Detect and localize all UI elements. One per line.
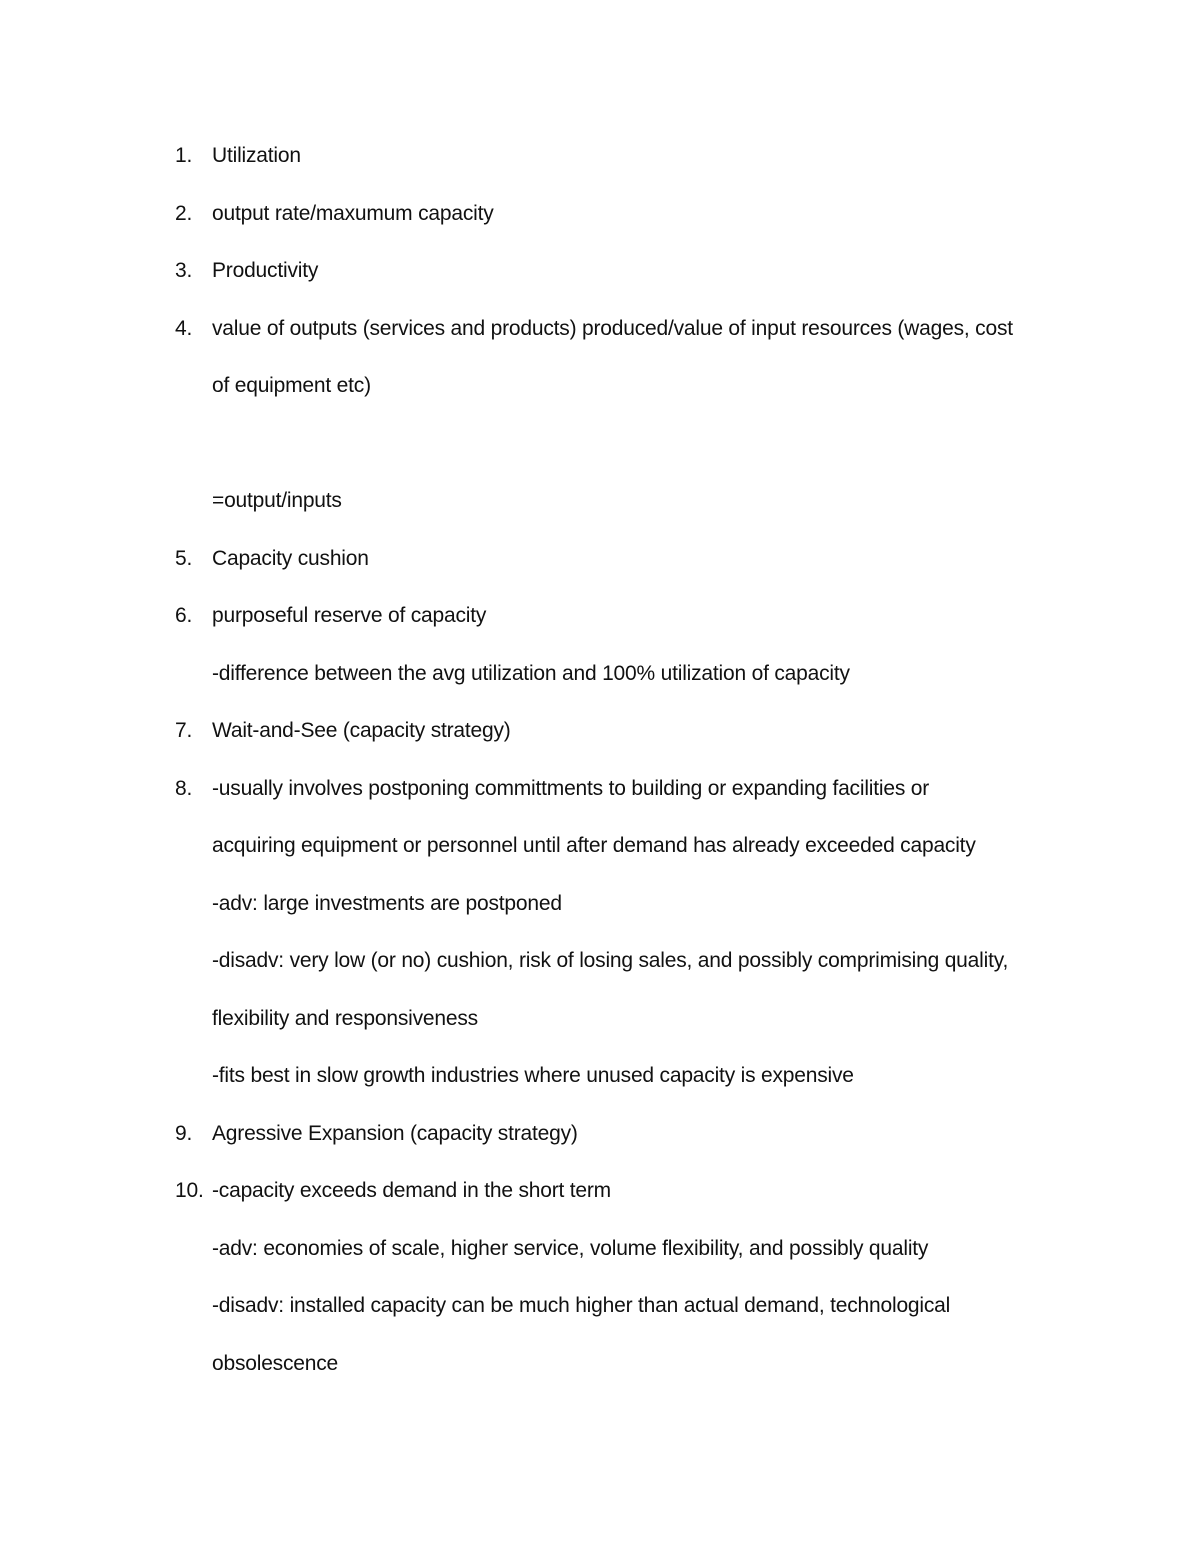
item-number: 9. [175,1122,193,1145]
item-number: 10. [175,1179,204,1202]
item-text: of equipment etc) [212,374,371,397]
item-text: Capacity cushion [212,547,369,570]
item-text: =output/inputs [212,489,342,512]
item-number: 7. [175,719,193,742]
item-number: 5. [175,547,193,570]
item-number: 1. [175,144,193,167]
item-text: obsolescence [212,1352,339,1375]
item-text: -disadv: very low (or no) cushion, risk of losing sales, and possibly comprimising quality, [212,949,1009,972]
item-number: 2. [175,202,193,225]
item-text: Utilization [212,144,301,167]
item-number: 3. [175,259,193,282]
item-text: Agressive Expansion (capacity strategy) [212,1122,578,1145]
item-text: -adv: large investments are postponed [212,892,562,915]
item-text: flexibility and responsiveness [212,1007,478,1030]
item-text: -capacity exceeds demand in the short term [212,1179,611,1202]
item-text: -fits best in slow growth industries where unused capacity is expensive [212,1064,854,1087]
item-text: Productivity [212,259,319,282]
item-number: 6. [175,604,193,627]
item-text: purposeful reserve of capacity [212,604,487,627]
item-text: -difference between the avg utilization and 100% utilization of capacity [212,662,850,685]
item-number: 8. [175,777,193,800]
item-text: Wait-and-See (capacity strategy) [212,719,511,742]
item-text: -disadv: installed capacity can be much higher than actual demand, technological [212,1294,951,1317]
item-text: value of outputs (services and products) produced/value of input resources (wages, cost [212,317,1013,340]
item-text: -adv: economies of scale, higher service, volume flexibility, and possibly quality [212,1237,929,1260]
item-text: -usually involves postponing committments to building or expanding facilities or [212,777,930,800]
item-number: 4. [175,317,193,340]
item-text: acquiring equipment or personnel until after demand has already exceeded capacity [212,834,976,857]
item-text: output rate/maxumum capacity [212,202,494,225]
